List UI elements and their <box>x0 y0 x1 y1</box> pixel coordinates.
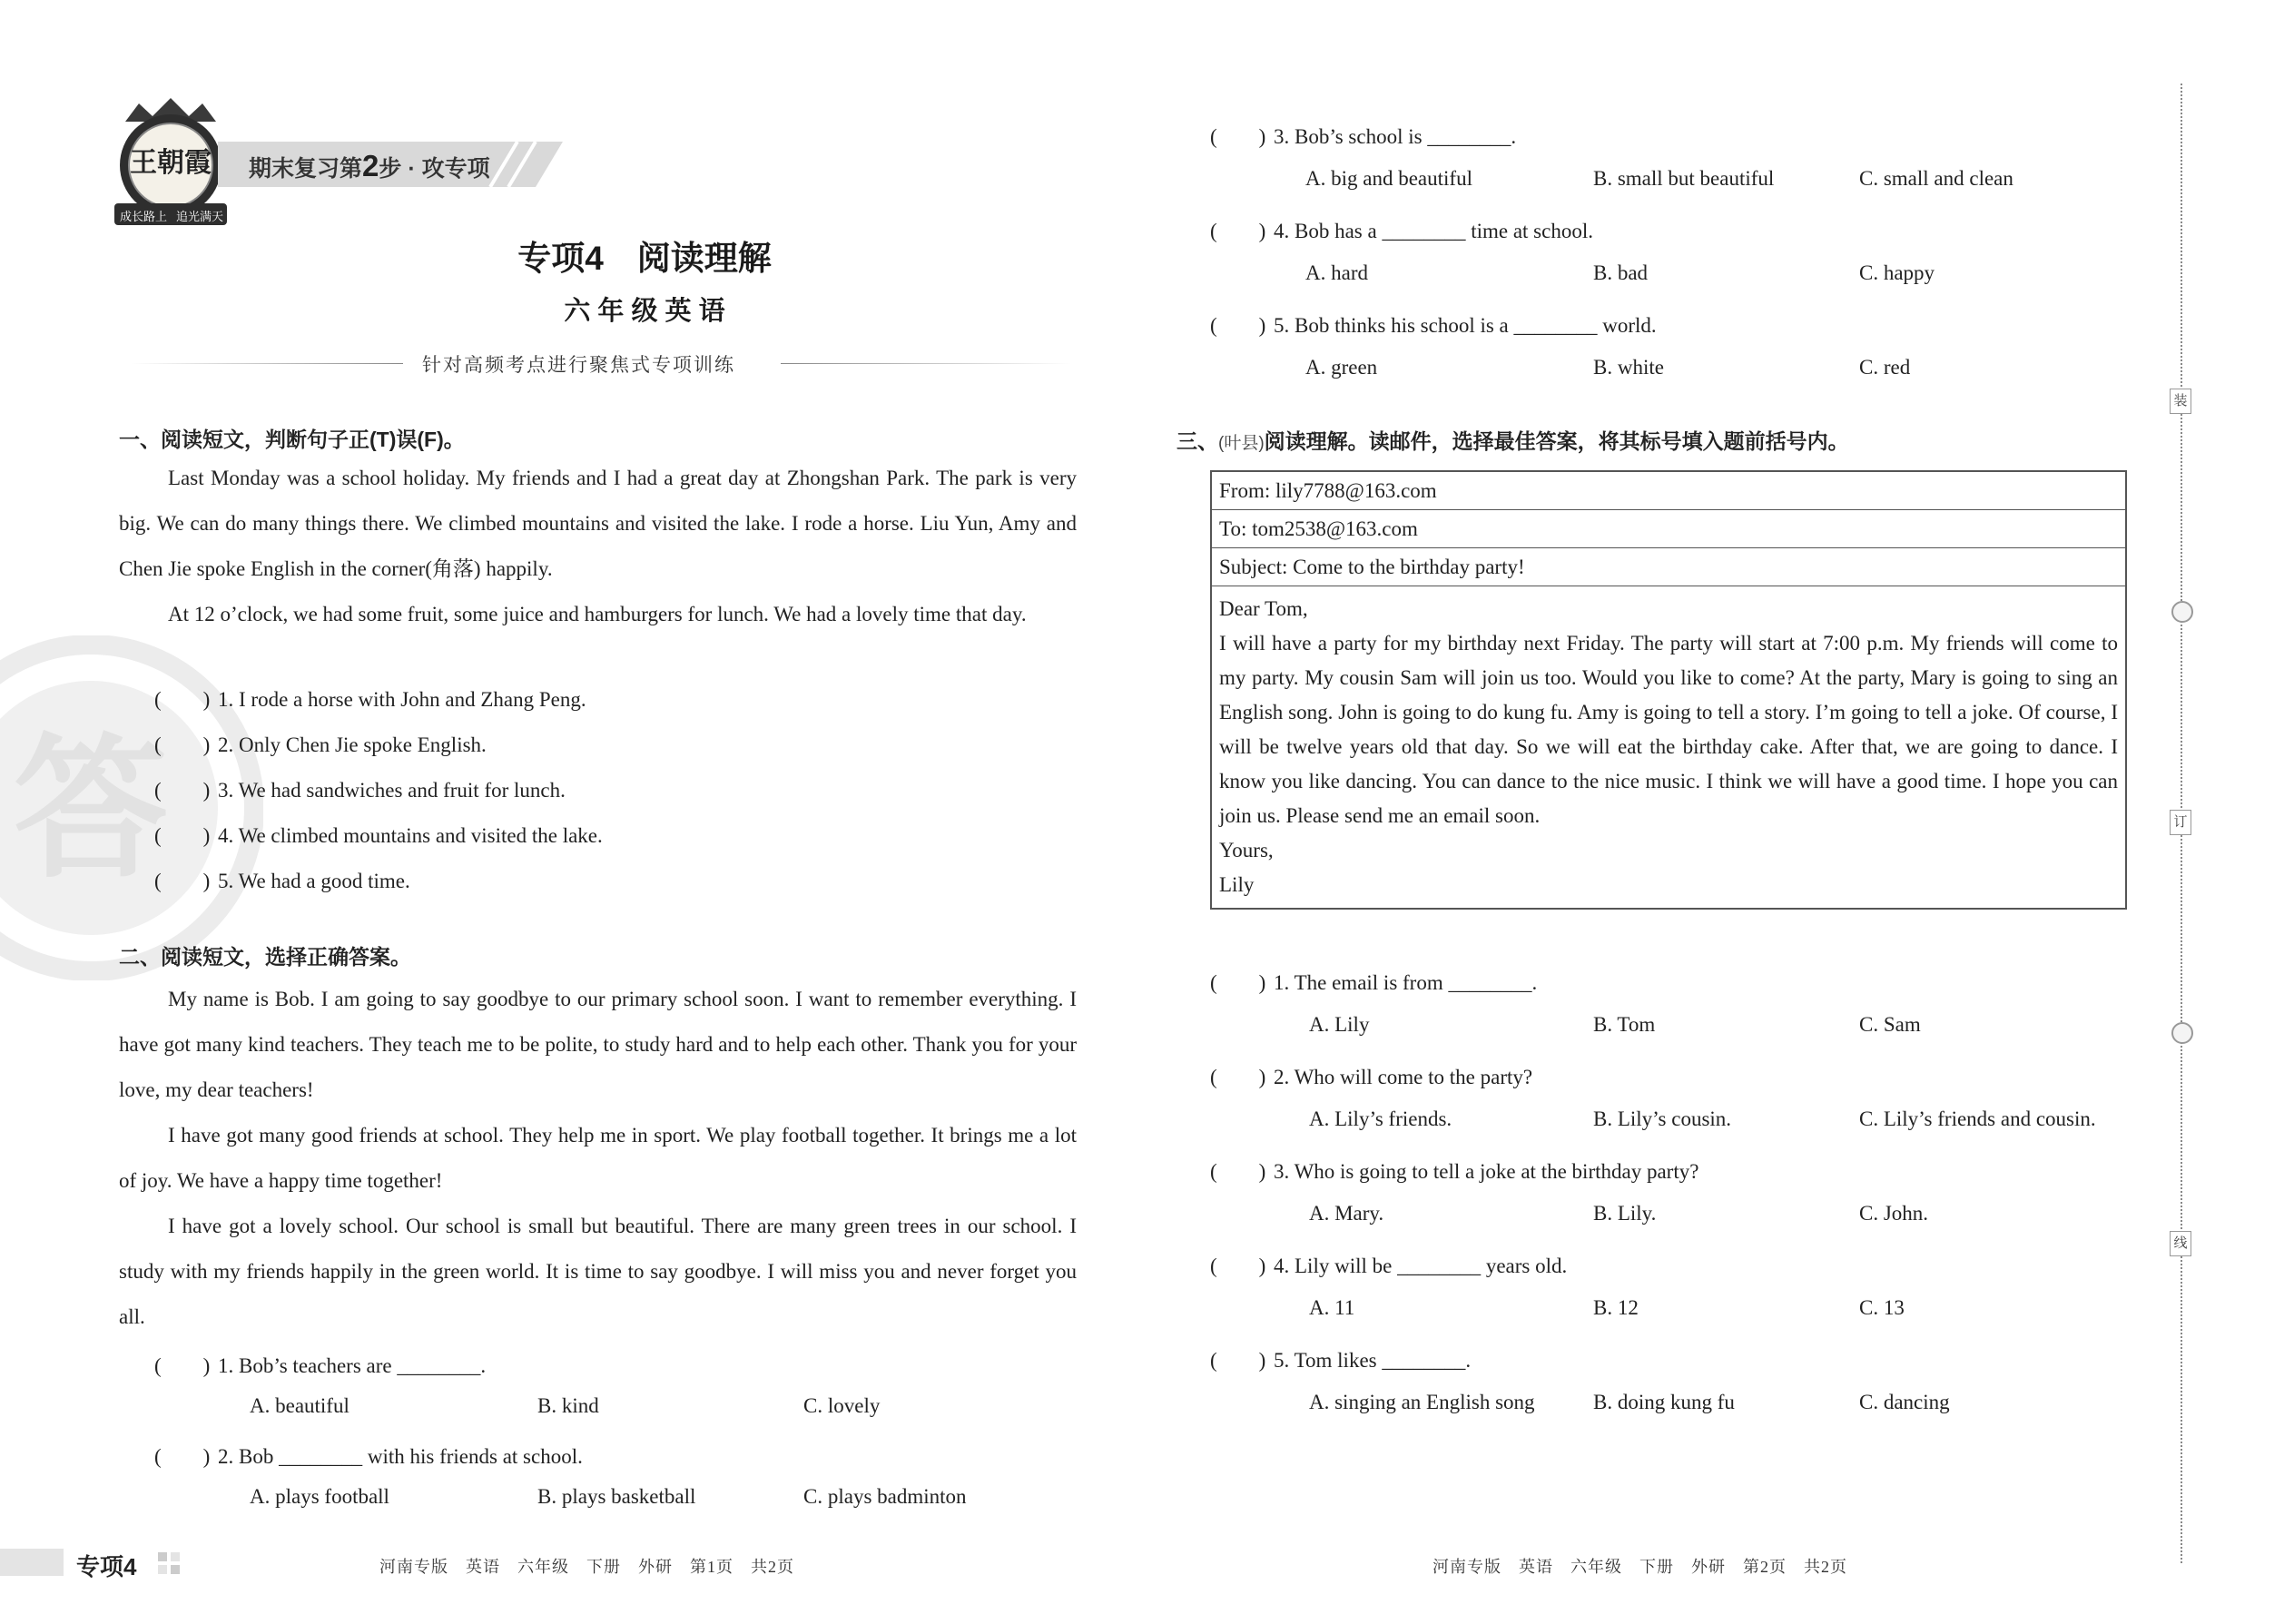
mc-question[interactable]: ( ) 3. Who is going to tell a joke at the birthday party? <box>1210 1160 1699 1183</box>
section2-paragraph: My name is Bob. I am going to say goodbye to our primary school soon. I want to remember everything. I have got many kind teachers. They teach me to be polite, to study hard and to help each other. Thank you for your love, my dear teachers! <box>119 988 1077 1101</box>
tf-question[interactable]: ( ) 4. We climbed mountains and visited the lake. <box>154 824 603 847</box>
section1-passage <box>119 456 1077 637</box>
mc-option[interactable]: B. white <box>1593 356 1664 379</box>
mc-option[interactable]: C. dancing <box>1859 1391 1950 1413</box>
footer-left-info: 河南专版 英语 六年级 下册 外研 第1页 共2页 <box>379 1558 794 1576</box>
mc-option[interactable]: B. small but beautiful <box>1593 167 1775 190</box>
section2-paragraph: I have got a lovely school. Our school is small but beautiful. There are many green trees in our school. I study with my friends happily in the green world. It is time to say goodbye. I will miss you and never forget you all. <box>119 1215 1077 1328</box>
tf-question[interactable]: ( ) 2. Only Chen Jie spoke English. <box>154 733 487 756</box>
mc-question[interactable]: ( ) 1. Bob’s teachers are ________. <box>154 1354 487 1377</box>
mc-option[interactable]: C. John. <box>1859 1202 1929 1225</box>
mc-option[interactable]: B. Tom <box>1593 1013 1656 1036</box>
section3-heading <box>1177 425 1849 455</box>
step-banner <box>218 142 563 187</box>
tagline: 针对高频考点进行聚焦式专项训练 <box>422 354 735 376</box>
email-signature: Lily <box>1219 873 1255 896</box>
page-title: 专项4 阅读理解 <box>517 240 772 277</box>
logo-ribbon-right: 追光满天 <box>176 210 224 223</box>
mc-option[interactable]: C. Lily’s friends and cousin. <box>1859 1107 2096 1130</box>
footer-tag: 专项4 <box>76 1553 137 1580</box>
mc-option[interactable]: B. kind <box>537 1394 599 1417</box>
mc-option[interactable]: C. plays badminton <box>803 1485 967 1508</box>
section1-paragraph: At 12 o’clock, we had some fruit, some juice and hamburgers for lunch. We had a lovely time that day. <box>168 603 1027 625</box>
tf-question[interactable]: ( ) 3. We had sandwiches and fruit for lunch. <box>154 779 566 802</box>
binding-mark: 订 <box>2170 810 2191 835</box>
mc-option[interactable]: B. plays basketball <box>537 1485 696 1508</box>
mc-question[interactable]: ( ) 1. The email is from ________. <box>1210 971 1538 994</box>
banner-prefix: 期末复习第 <box>249 156 363 182</box>
mc-option[interactable]: B. Lily. <box>1593 1202 1657 1225</box>
binding-mark: 线 <box>2170 1231 2191 1256</box>
section1-heading: 一、阅读短文，判断句子正(T)误(F)。 <box>119 428 465 451</box>
email-from: From: lily7788@163.com <box>1212 472 2125 510</box>
banner-step: 2 <box>362 149 379 182</box>
mc-question[interactable]: ( ) 4. Bob has a ________ time at school. <box>1210 220 1593 242</box>
mc-option[interactable]: A. hard <box>1305 261 1368 284</box>
mc-option[interactable]: C. small and clean <box>1859 167 2013 190</box>
mc-option[interactable]: B. Lily’s cousin. <box>1593 1107 1732 1130</box>
mc-question[interactable]: ( ) 5. Bob thinks his school is a ________ world. <box>1210 314 1657 337</box>
tf-question[interactable]: ( ) 1. I rode a horse with John and Zhang Peng. <box>154 688 586 711</box>
section3-heading-prefix: 三、 <box>1177 429 1218 453</box>
mc-question[interactable]: ( ) 4. Lily will be ________ years old. <box>1210 1255 1568 1277</box>
email-box <box>1210 470 2127 910</box>
mc-option[interactable]: A. beautiful <box>250 1394 350 1417</box>
binding-hole-icon <box>2171 601 2193 623</box>
section2-passage <box>119 977 1077 1340</box>
mc-question[interactable]: ( ) 2. Bob ________ with his friends at school. <box>154 1445 583 1468</box>
tagline-rule-left <box>131 363 403 364</box>
mc-option[interactable]: B. doing kung fu <box>1593 1391 1735 1413</box>
mc-option[interactable]: C. Sam <box>1859 1013 1921 1036</box>
binding-hole-icon <box>2171 1022 2193 1044</box>
mc-option[interactable]: A. singing an English song <box>1309 1391 1535 1413</box>
logo-text: 王朝霞 <box>130 147 212 179</box>
mc-option[interactable]: A. green <box>1305 356 1378 379</box>
banner-suffix: 步 · 攻专项 <box>379 156 490 182</box>
mc-option[interactable]: A. Lily <box>1309 1013 1370 1036</box>
email-subject: Subject: Come to the birthday party! <box>1212 548 2125 586</box>
mc-option[interactable]: B. 12 <box>1593 1296 1639 1319</box>
mc-question[interactable]: ( ) 5. Tom likes ________. <box>1210 1349 1472 1372</box>
section2-heading: 二、阅读短文，选择正确答案。 <box>119 945 411 969</box>
footer-decoration <box>156 1550 183 1578</box>
footer-right-info: 河南专版 英语 六年级 下册 外研 第2页 共2页 <box>1433 1558 1847 1576</box>
section2-paragraph: I have got many good friends at school. They help me in sport. We play football together. It brings me a lot of joy. We have a happy time together! <box>119 1124 1077 1192</box>
mc-option[interactable]: C. lovely <box>803 1394 881 1417</box>
mc-question[interactable]: ( ) 2. Who will come to the party? <box>1210 1066 1533 1088</box>
footer-tag-bar <box>0 1549 64 1576</box>
mc-option[interactable]: A. big and beautiful <box>1305 167 1472 190</box>
email-closing: Yours, <box>1219 839 1274 861</box>
logo-ribbon-left: 成长路上 <box>120 210 168 223</box>
mc-question[interactable]: ( ) 3. Bob’s school is ________. <box>1210 125 1517 148</box>
page-subtitle: 六 年 级 英 语 <box>564 297 725 326</box>
mc-option[interactable]: C. 13 <box>1859 1296 1905 1319</box>
watermark-glyph: 答 <box>13 720 169 900</box>
binding-mark: 装 <box>2170 389 2191 414</box>
section3-heading-rest: 阅读理解。读邮件，选择最佳答案，将其标号填入题前括号内。 <box>1264 429 1849 453</box>
mc-option[interactable]: A. 11 <box>1309 1296 1355 1319</box>
email-body <box>1212 586 2125 908</box>
section1-paragraph: Last Monday was a school holiday. My friends and I had a great day at Zhongshan Park. The park is very big. We can do many things there. We climbed mountains and visited the lake. I rode a horse. Liu Yun, Amy and Chen Jie spoke English in the corner(角落) happily. <box>119 467 1077 580</box>
mc-option[interactable]: C. red <box>1859 356 1911 379</box>
tagline-rule-right <box>781 363 1071 364</box>
section3-heading-tag: (叶县) <box>1218 434 1265 453</box>
mc-option[interactable]: A. Mary. <box>1309 1202 1384 1225</box>
mc-option[interactable]: B. bad <box>1593 261 1649 284</box>
mc-option[interactable]: A. plays football <box>250 1485 389 1508</box>
brand-logo <box>107 94 234 231</box>
email-greeting: Dear Tom, <box>1219 597 1308 620</box>
email-to: To: tom2538@163.com <box>1212 510 2125 548</box>
mc-option[interactable]: C. happy <box>1859 261 1935 284</box>
tf-question[interactable]: ( ) 5. We had a good time. <box>154 870 410 892</box>
mc-option[interactable]: A. Lily’s friends. <box>1309 1107 1452 1130</box>
section1-questions <box>154 683 603 910</box>
email-text: I will have a party for my birthday next Friday. The party will start at 7:00 p.m. My friends will come to my party. My cousin Sam will join us too. Would you like to come? At the party, Mary is going to sing an English song. John is going to do kung fu. Amy is going to tell a story. I’m going to tell a joke. Of course, I will be twelve years old that day. So we will eat the birthday cake. After that, we are going to dance. I know you like dancing. You can dance to the nice music. I think we will have a good time. I hope you can join us. Please send me an email soon. <box>1219 632 2118 827</box>
